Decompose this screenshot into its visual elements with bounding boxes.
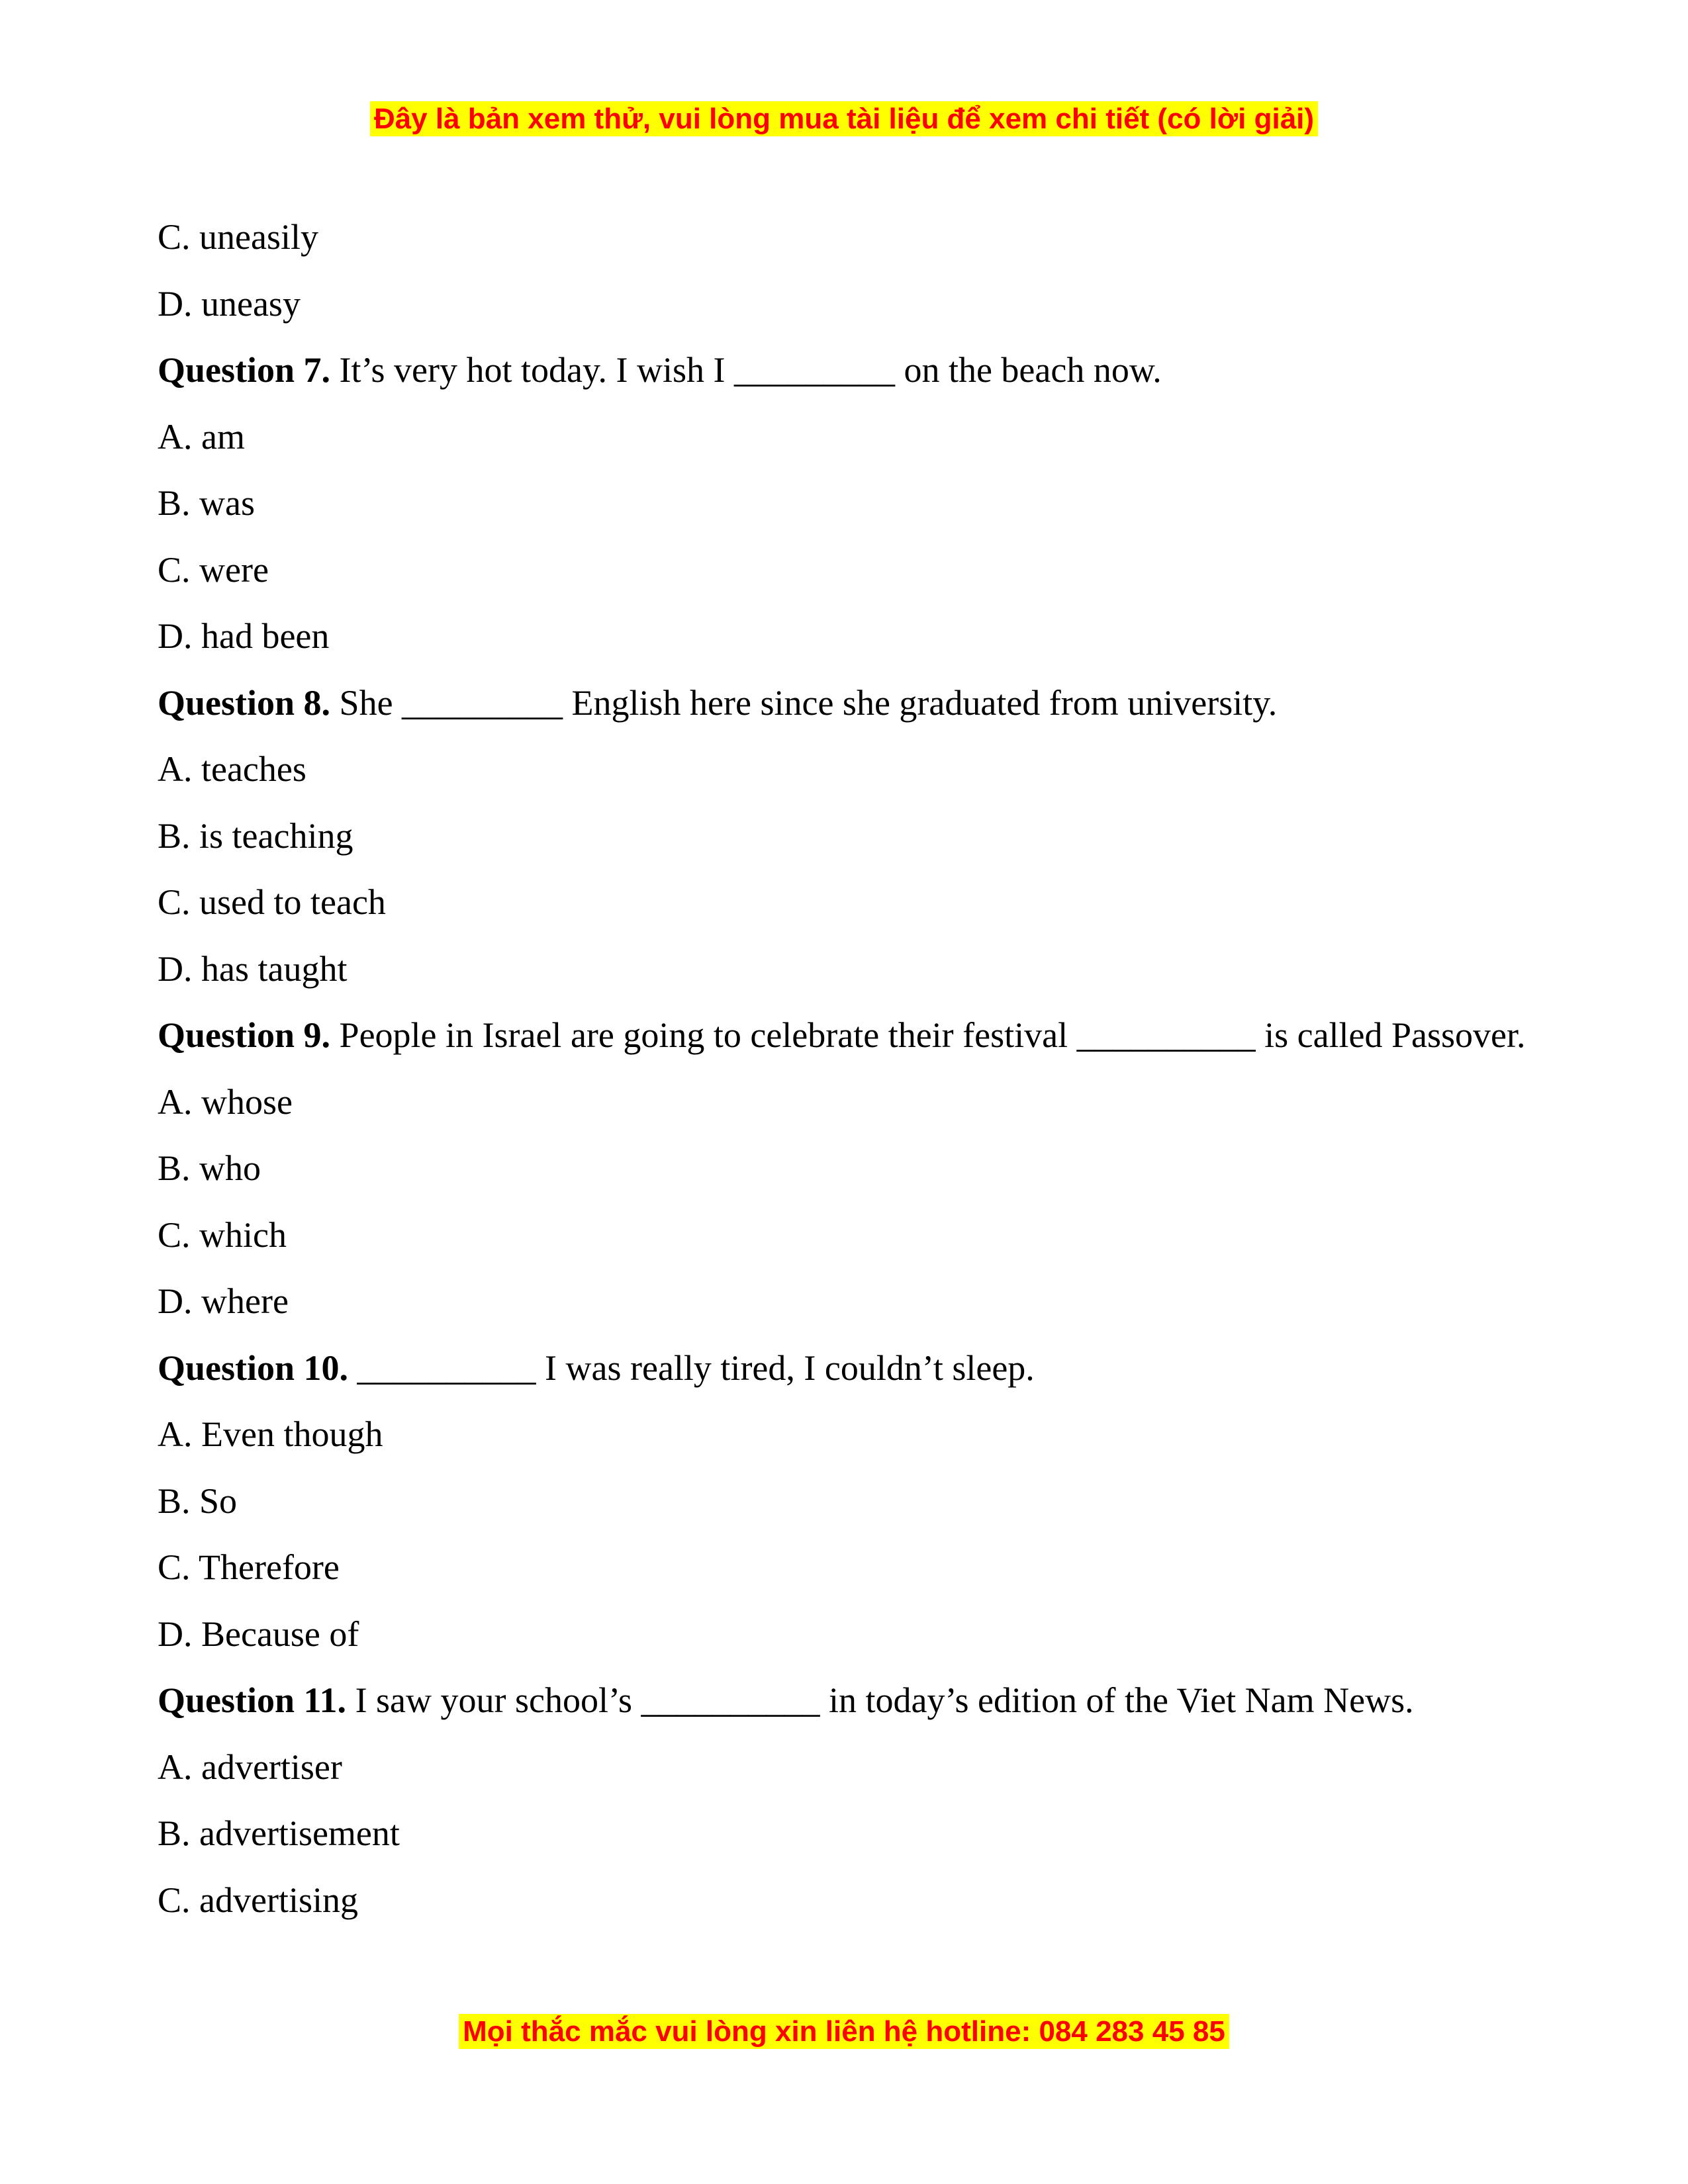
question-9 bbox=[158, 1002, 1529, 1069]
option-item: C. advertising bbox=[158, 1880, 358, 1920]
question-10 bbox=[158, 1335, 1529, 1402]
option-item: C. were bbox=[158, 549, 269, 590]
option-item: B. So bbox=[158, 1480, 238, 1521]
question-label: Question 9. bbox=[158, 1015, 331, 1055]
option-item: C. which bbox=[158, 1214, 287, 1255]
question-11 bbox=[158, 1667, 1529, 1734]
question-7 bbox=[158, 337, 1529, 404]
hotline-notice-banner bbox=[0, 2012, 1688, 2052]
question-label: Question 10. bbox=[158, 1347, 349, 1388]
question-text: I saw your school’s __________ in today’s edition of the Viet Nam News. bbox=[355, 1680, 1414, 1720]
option-item: A. whose bbox=[158, 1081, 293, 1122]
option-item: A. teaches bbox=[158, 749, 306, 789]
option-item: D. uneasy bbox=[158, 283, 301, 324]
option-item: B. was bbox=[158, 483, 255, 523]
option-item: D. has taught bbox=[158, 948, 348, 989]
preview-notice-banner bbox=[0, 99, 1688, 139]
preview-notice-text: Đây là bản xem thử, vui lòng mua tài liệu để xem chi tiết (có lời giải) bbox=[370, 101, 1318, 136]
option-item: D. where bbox=[158, 1281, 289, 1321]
option-item: A. Even though bbox=[158, 1414, 383, 1454]
option-item: B. is teaching bbox=[158, 815, 353, 856]
hotline-notice-text: Mọi thắc mắc vui lòng xin liên hệ hotline: 084 283 45 85 bbox=[459, 2014, 1229, 2049]
question-text: It’s very hot today. I wish I _________ on the beach now. bbox=[339, 350, 1162, 390]
question-text: People in Israel are going to celebrate their festival __________ is called Passover. bbox=[339, 1015, 1526, 1055]
option-item: D. had been bbox=[158, 616, 330, 656]
question-text: She _________ English here since she graduated from university. bbox=[339, 682, 1278, 723]
option-item: A. advertiser bbox=[158, 1747, 342, 1787]
option-item: D. Because of bbox=[158, 1614, 359, 1654]
option-item: C. used to teach bbox=[158, 882, 386, 922]
question-label: Question 8. bbox=[158, 682, 331, 723]
option-item: C. uneasily bbox=[158, 217, 318, 257]
question-label: Question 7. bbox=[158, 350, 331, 390]
option-item: B. who bbox=[158, 1148, 261, 1188]
question-8 bbox=[158, 670, 1529, 737]
option-item: B. advertisement bbox=[158, 1813, 400, 1853]
question-label: Question 11. bbox=[158, 1680, 347, 1720]
question-text: __________ I was really tired, I couldn’t sleep. bbox=[357, 1347, 1035, 1388]
option-item: C. Therefore bbox=[158, 1547, 340, 1587]
option-item: A. am bbox=[158, 416, 245, 457]
document-body bbox=[158, 204, 1529, 1933]
